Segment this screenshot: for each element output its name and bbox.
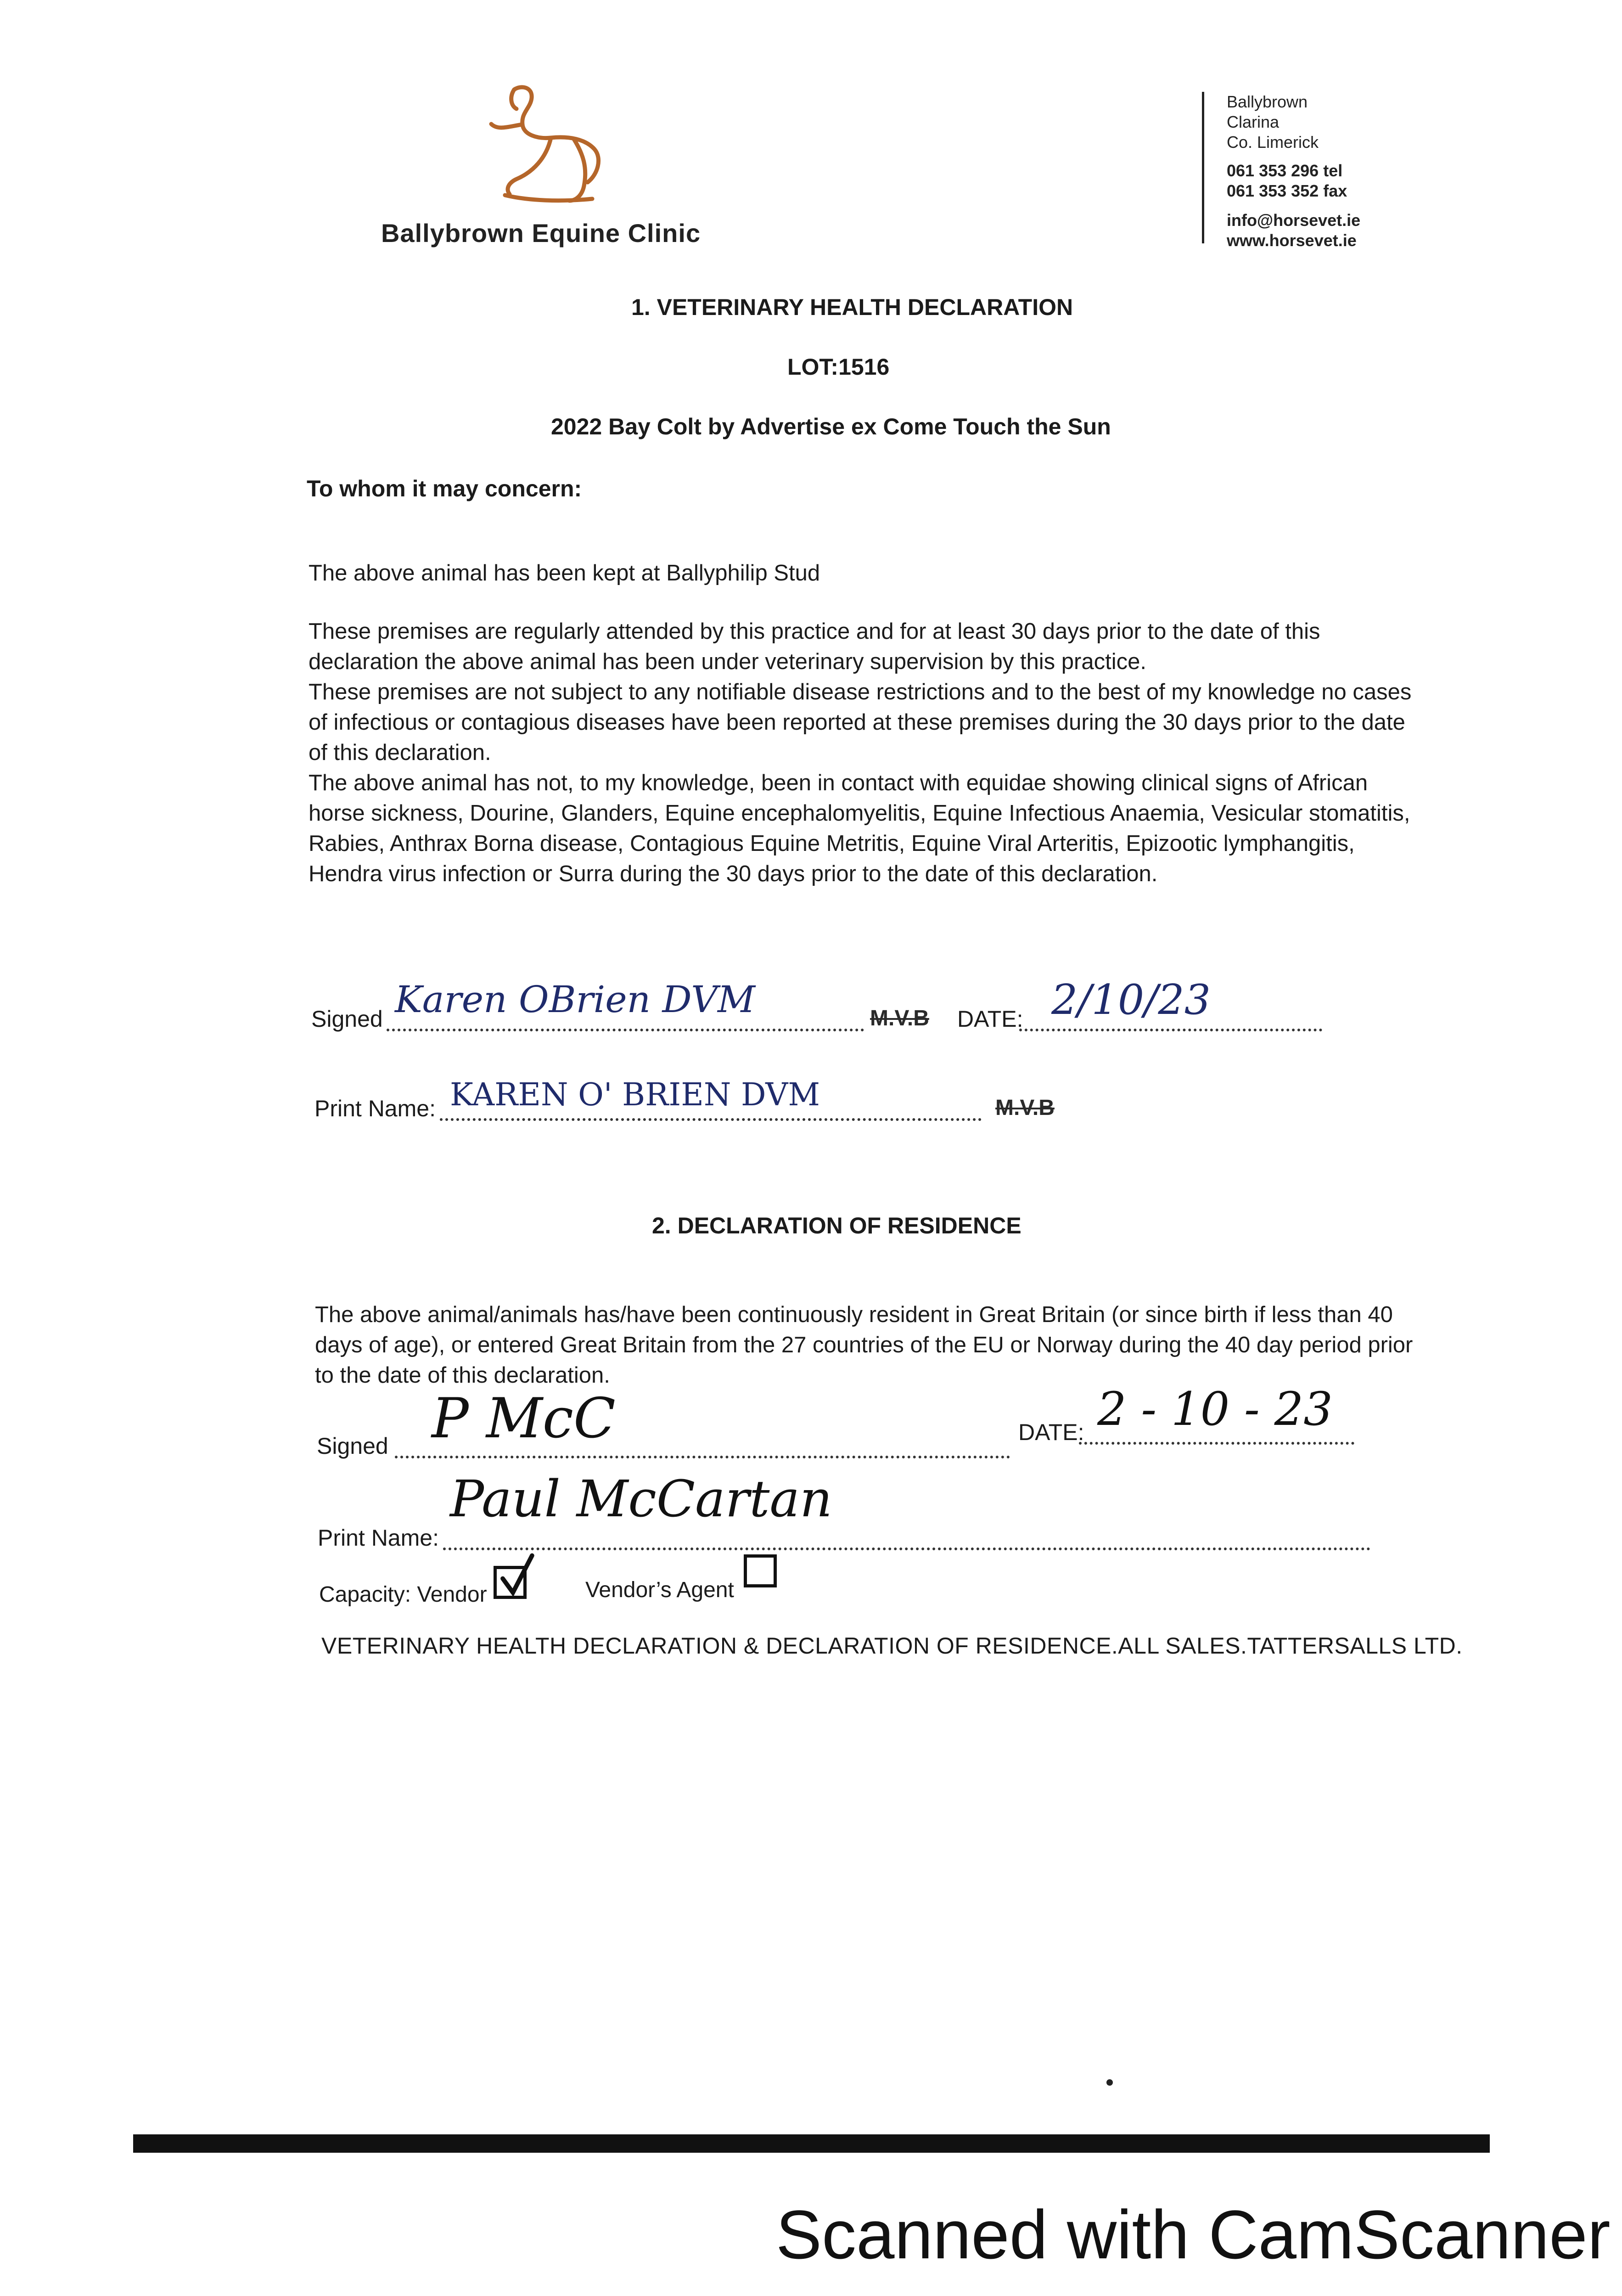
vet-date-value: 2/10/23 xyxy=(1051,976,1211,1024)
vet-date-label: DATE: xyxy=(957,1006,1023,1032)
vendor-date-line xyxy=(1079,1442,1354,1445)
agent-checkbox[interactable] xyxy=(744,1554,777,1587)
vendor-check-mark-icon xyxy=(491,1551,537,1601)
scan-speck xyxy=(1106,2079,1113,2086)
vendor-print-name-line xyxy=(443,1548,1370,1550)
website: www.horsevet.ie xyxy=(1227,231,1357,250)
fax: 061 353 352 fax xyxy=(1227,181,1347,200)
kept-at-statement: The above animal has been kept at Ballyphilip Stud xyxy=(309,561,820,585)
email: info@horsevet.ie xyxy=(1227,211,1361,230)
vendor-signature-line xyxy=(395,1456,1010,1458)
horse-logo-icon xyxy=(477,80,615,214)
vet-print-name-label: Print Name: xyxy=(314,1096,436,1121)
declaration-paragraph-1: These premises are regularly attended by this practice and for at least 30 days prior to the date of this declaration the above animal has been under veterinary supervision by this practice. xyxy=(309,619,1320,674)
vet-date-line xyxy=(1019,1029,1322,1031)
vendor-date-label: DATE: xyxy=(1018,1419,1084,1445)
declaration-paragraph-3: The above animal has not, to my knowledge, been in contact with equidae showing clinical signs of African horse sickness, Dourine, Glanders, Equine encephalomyelitis, Equine Infectious Anaemia, Vesicular stomatitis, Rabies, Anthrax Borna disease, Contagious Equine Metritis, Equine Viral Arteritis, Epizootic lymphangitis, Hendra virus infection or Surra during the 30 days prior to the date of this declaration. xyxy=(309,771,1410,886)
lot-number: LOT:1516 xyxy=(787,354,890,380)
vendor-signature: P McC xyxy=(432,1387,616,1451)
clinic-name: Ballybrown Equine Clinic xyxy=(381,219,701,248)
residence-body: The above animal/animals has/have been continuously resident in Great Britain (or since birth if less than 40 days of age), or entered Great Britain from the 27 countries of the EU or Norway during the 40 day period prior to the date of this declaration. xyxy=(315,1302,1413,1388)
declaration-paragraph-2: These premises are not subject to any notifiable disease restrictions and to the best of my knowledge no cases of infectious or contagious diseases have been reported at these premises during the 30 days prior to the date of this declaration. xyxy=(309,680,1412,765)
vendor-signed-label: Signed xyxy=(317,1433,388,1459)
vet-signed-label: Signed xyxy=(311,1006,383,1032)
address-line-2: Clarina xyxy=(1227,113,1280,131)
vet-mvb: M.V.B xyxy=(870,1006,929,1030)
section1-title: 1. VETERINARY HEALTH DECLARATION xyxy=(631,294,1073,320)
salutation: To whom it may concern: xyxy=(307,476,582,501)
camscanner-watermark: Scanned with CamScanner xyxy=(776,2196,1611,2273)
vet-print-name-line xyxy=(440,1118,982,1121)
address-line-1: Ballybrown xyxy=(1227,92,1308,111)
declaration-body xyxy=(309,616,1429,889)
vendors-agent-label: Vendor’s Agent xyxy=(585,1578,734,1602)
vendor-print-name-value: Paul McCartan xyxy=(450,1469,832,1528)
address-divider xyxy=(1202,92,1204,243)
vet-signature: Karen OBrien DVM xyxy=(395,978,755,1021)
footer-text: VETERINARY HEALTH DECLARATION & DECLARATION OF RESIDENCE.ALL SALES.TATTERSALLS LTD. xyxy=(321,1633,1463,1659)
vet-print-name-value: KAREN O' BRIEN DVM xyxy=(450,1077,820,1113)
vendor-print-name-label: Print Name: xyxy=(318,1525,439,1551)
address-line-3: Co. Limerick xyxy=(1227,133,1319,152)
telephone: 061 353 296 tel xyxy=(1227,161,1343,180)
scan-edge-bar xyxy=(133,2134,1490,2153)
capacity-vendor-label: Capacity: Vendor xyxy=(319,1582,487,1607)
horse-description: 2022 Bay Colt by Advertise ex Come Touch the Sun xyxy=(551,414,1111,439)
vendor-date-value: 2 - 10 - 23 xyxy=(1097,1382,1333,1436)
section2-title: 2. DECLARATION OF RESIDENCE xyxy=(652,1213,1021,1238)
vet-print-mvb: M.V.B xyxy=(995,1096,1055,1120)
vendor-checkbox[interactable] xyxy=(494,1566,527,1599)
vet-signature-line xyxy=(387,1029,864,1031)
